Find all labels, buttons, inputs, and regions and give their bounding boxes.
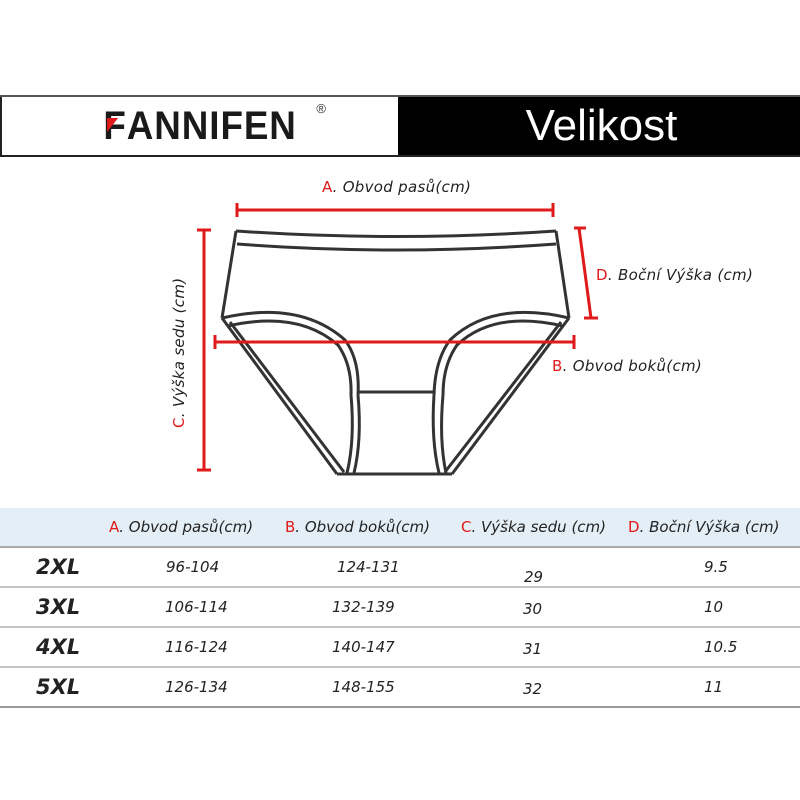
side-value: 11 — [704, 678, 724, 696]
table-header — [0, 508, 800, 548]
rise-value: 31 — [523, 640, 543, 658]
side-value: 9.5 — [704, 558, 728, 576]
brand-logo-first-letter: F — [103, 103, 127, 148]
briefs-outline — [222, 231, 569, 474]
size-label: 3XL — [36, 595, 81, 619]
header-waist: A. Obvod pasů(cm) — [109, 518, 254, 536]
size-label: 4XL — [36, 635, 81, 659]
rise-value: 29 — [524, 568, 544, 586]
table-row — [0, 628, 800, 668]
size-label: 2XL — [36, 555, 81, 579]
label-b-hip: B. Obvod boků(cm) — [552, 357, 703, 375]
hip-value: 124-131 — [337, 558, 400, 576]
size-table — [0, 508, 800, 708]
hip-value: 140-147 — [332, 638, 395, 656]
side-value: 10 — [704, 598, 724, 616]
rise-value: 30 — [523, 600, 543, 618]
label-d-side-height: D. Boční Výška (cm) — [596, 266, 754, 284]
side-value: 10.5 — [704, 638, 738, 656]
registered-mark: ® — [316, 101, 326, 116]
waist-value: 106-114 — [165, 598, 228, 616]
label-c-rise: C. Výška sedu (cm) — [170, 277, 188, 428]
page-title: Velikost — [525, 101, 678, 150]
label-a-waist: A. Obvod pasů(cm) — [322, 178, 472, 196]
header-hip: B. Obvod boků(cm) — [285, 518, 430, 536]
header-rise: C. Výška sedu (cm) — [461, 518, 607, 536]
hip-value: 132-139 — [332, 598, 395, 616]
table-row — [0, 668, 800, 708]
waist-value: 96-104 — [166, 558, 220, 576]
waist-value: 126-134 — [165, 678, 228, 696]
size-label: 5XL — [36, 675, 81, 699]
side-measure-line — [579, 228, 591, 318]
hip-value: 148-155 — [332, 678, 395, 696]
waist-value: 116-124 — [165, 638, 228, 656]
table-row — [0, 588, 800, 628]
brand-logo-rest: ANNIFEN — [126, 103, 297, 148]
measure-lines — [197, 203, 598, 470]
rise-value: 32 — [523, 680, 543, 698]
table-row — [0, 548, 800, 588]
header-side: D. Boční Výška (cm) — [628, 518, 780, 536]
